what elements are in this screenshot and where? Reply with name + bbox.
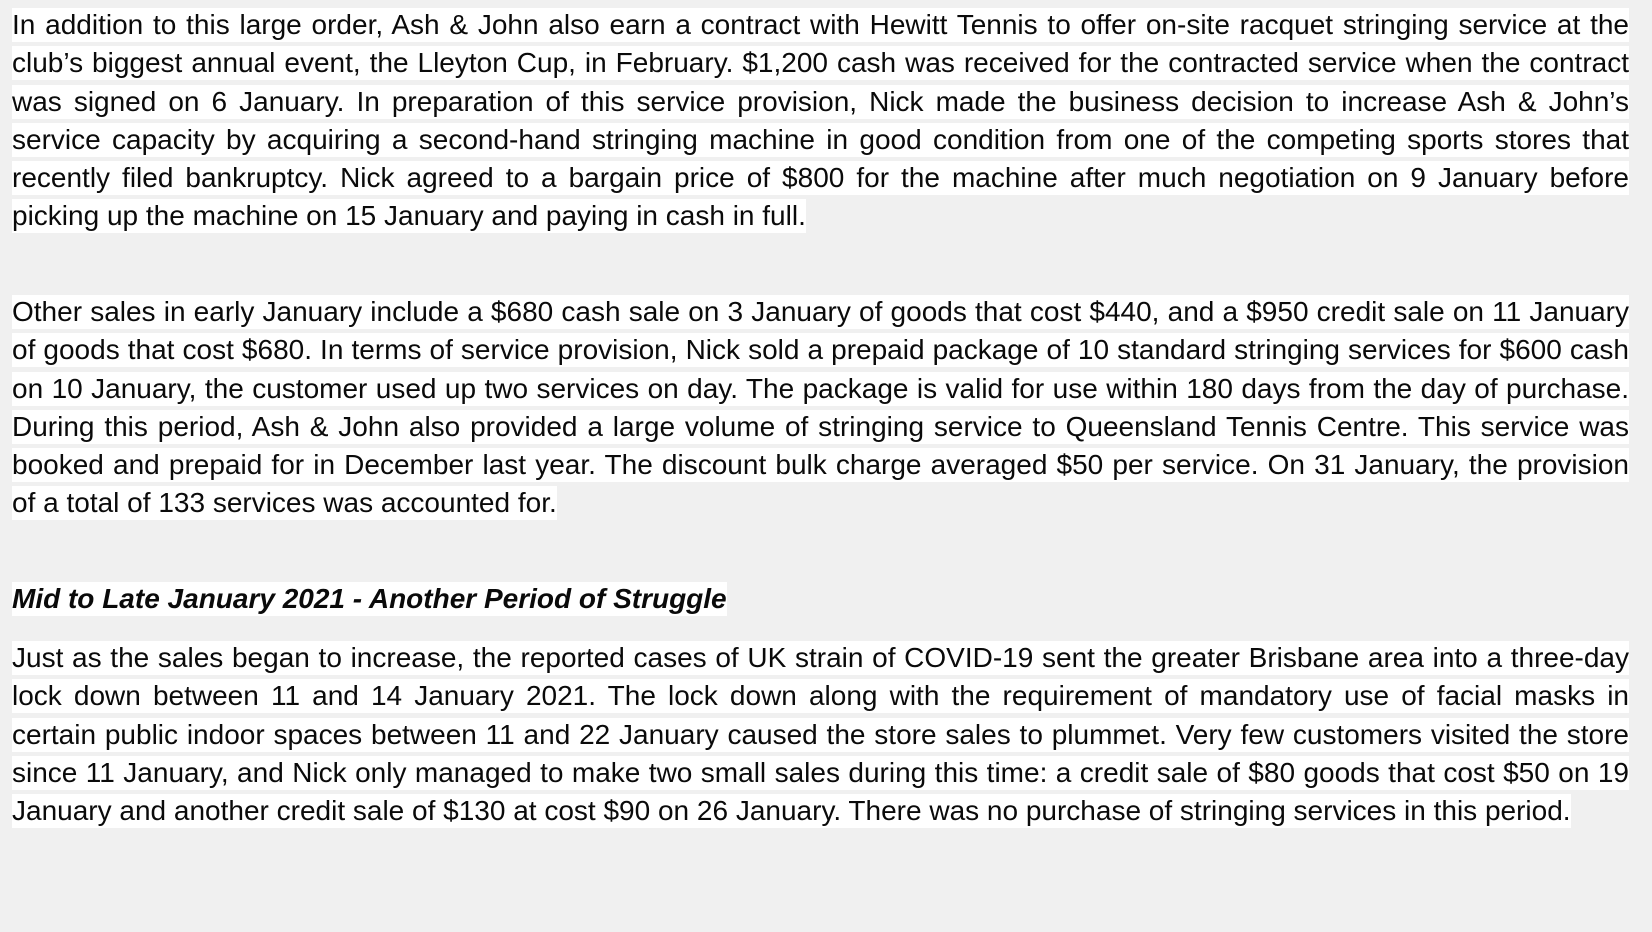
heading-text: Mid to Late January 2021 - Another Period of Struggle [12, 583, 727, 614]
paragraph-text: Just as the sales began to increase, the reported cases of UK strain of COVID-19 sent the greater Brisbane area into a three-day lock down between 11 and 14 January 2021. The lock down along with the requirement of mandatory use of facial masks in certain public indoor spaces between 11 and 22 January caused the store sales to plummet. Very few customers visited the store since 11 January, and Nick only managed to make two small sales during this time: a credit sale of $80 goods that cost $50 on 19 January and another credit sale of $130 at cost $90 on 26 January. There was no purchase of stringing services in this period. [12, 642, 1629, 827]
paragraph-text: Other sales in early January include a $680 cash sale on 3 January of goods that cost $440, and a $950 credit sale on 11 January of goods that cost $680. In terms of service provision, Nick sold a prepaid package of 10 standard stringing services for $600 cash on 10 January, the customer used up two services on day. The package is valid for use within 180 days from the day of purchase. During this period, Ash & John also provided a large volume of stringing service to Queensland Tennis Centre. This service was booked and prepaid for in December last year. The discount bulk charge averaged $50 per service. On 31 January, the provision of a total of 133 services was accounted for. [12, 296, 1629, 519]
paragraph-text: In addition to this large order, Ash & John also earn a contract with Hewitt Tennis to offer on-site racquet stringing service at the club’s biggest annual event, the Lleyton Cup, in February. $1,200 cash was received for the contracted service when the contract was signed on 6 January. In preparation of this service provision, Nick made the business decision to increase Ash & John’s service capacity by acquiring a second-hand stringing machine in good condition from one of the competing sports stores that recently filed bankruptcy. Nick agreed to a bargain price of $800 for the machine after much negotiation on 9 January before picking up the machine on 15 January and paying in cash in full. [12, 9, 1629, 232]
paragraph-contract-and-machine [12, 6, 1629, 236]
paragraph-early-january-sales [12, 293, 1629, 523]
section-heading [12, 580, 1629, 618]
paragraph-lockdown-period [12, 639, 1629, 830]
